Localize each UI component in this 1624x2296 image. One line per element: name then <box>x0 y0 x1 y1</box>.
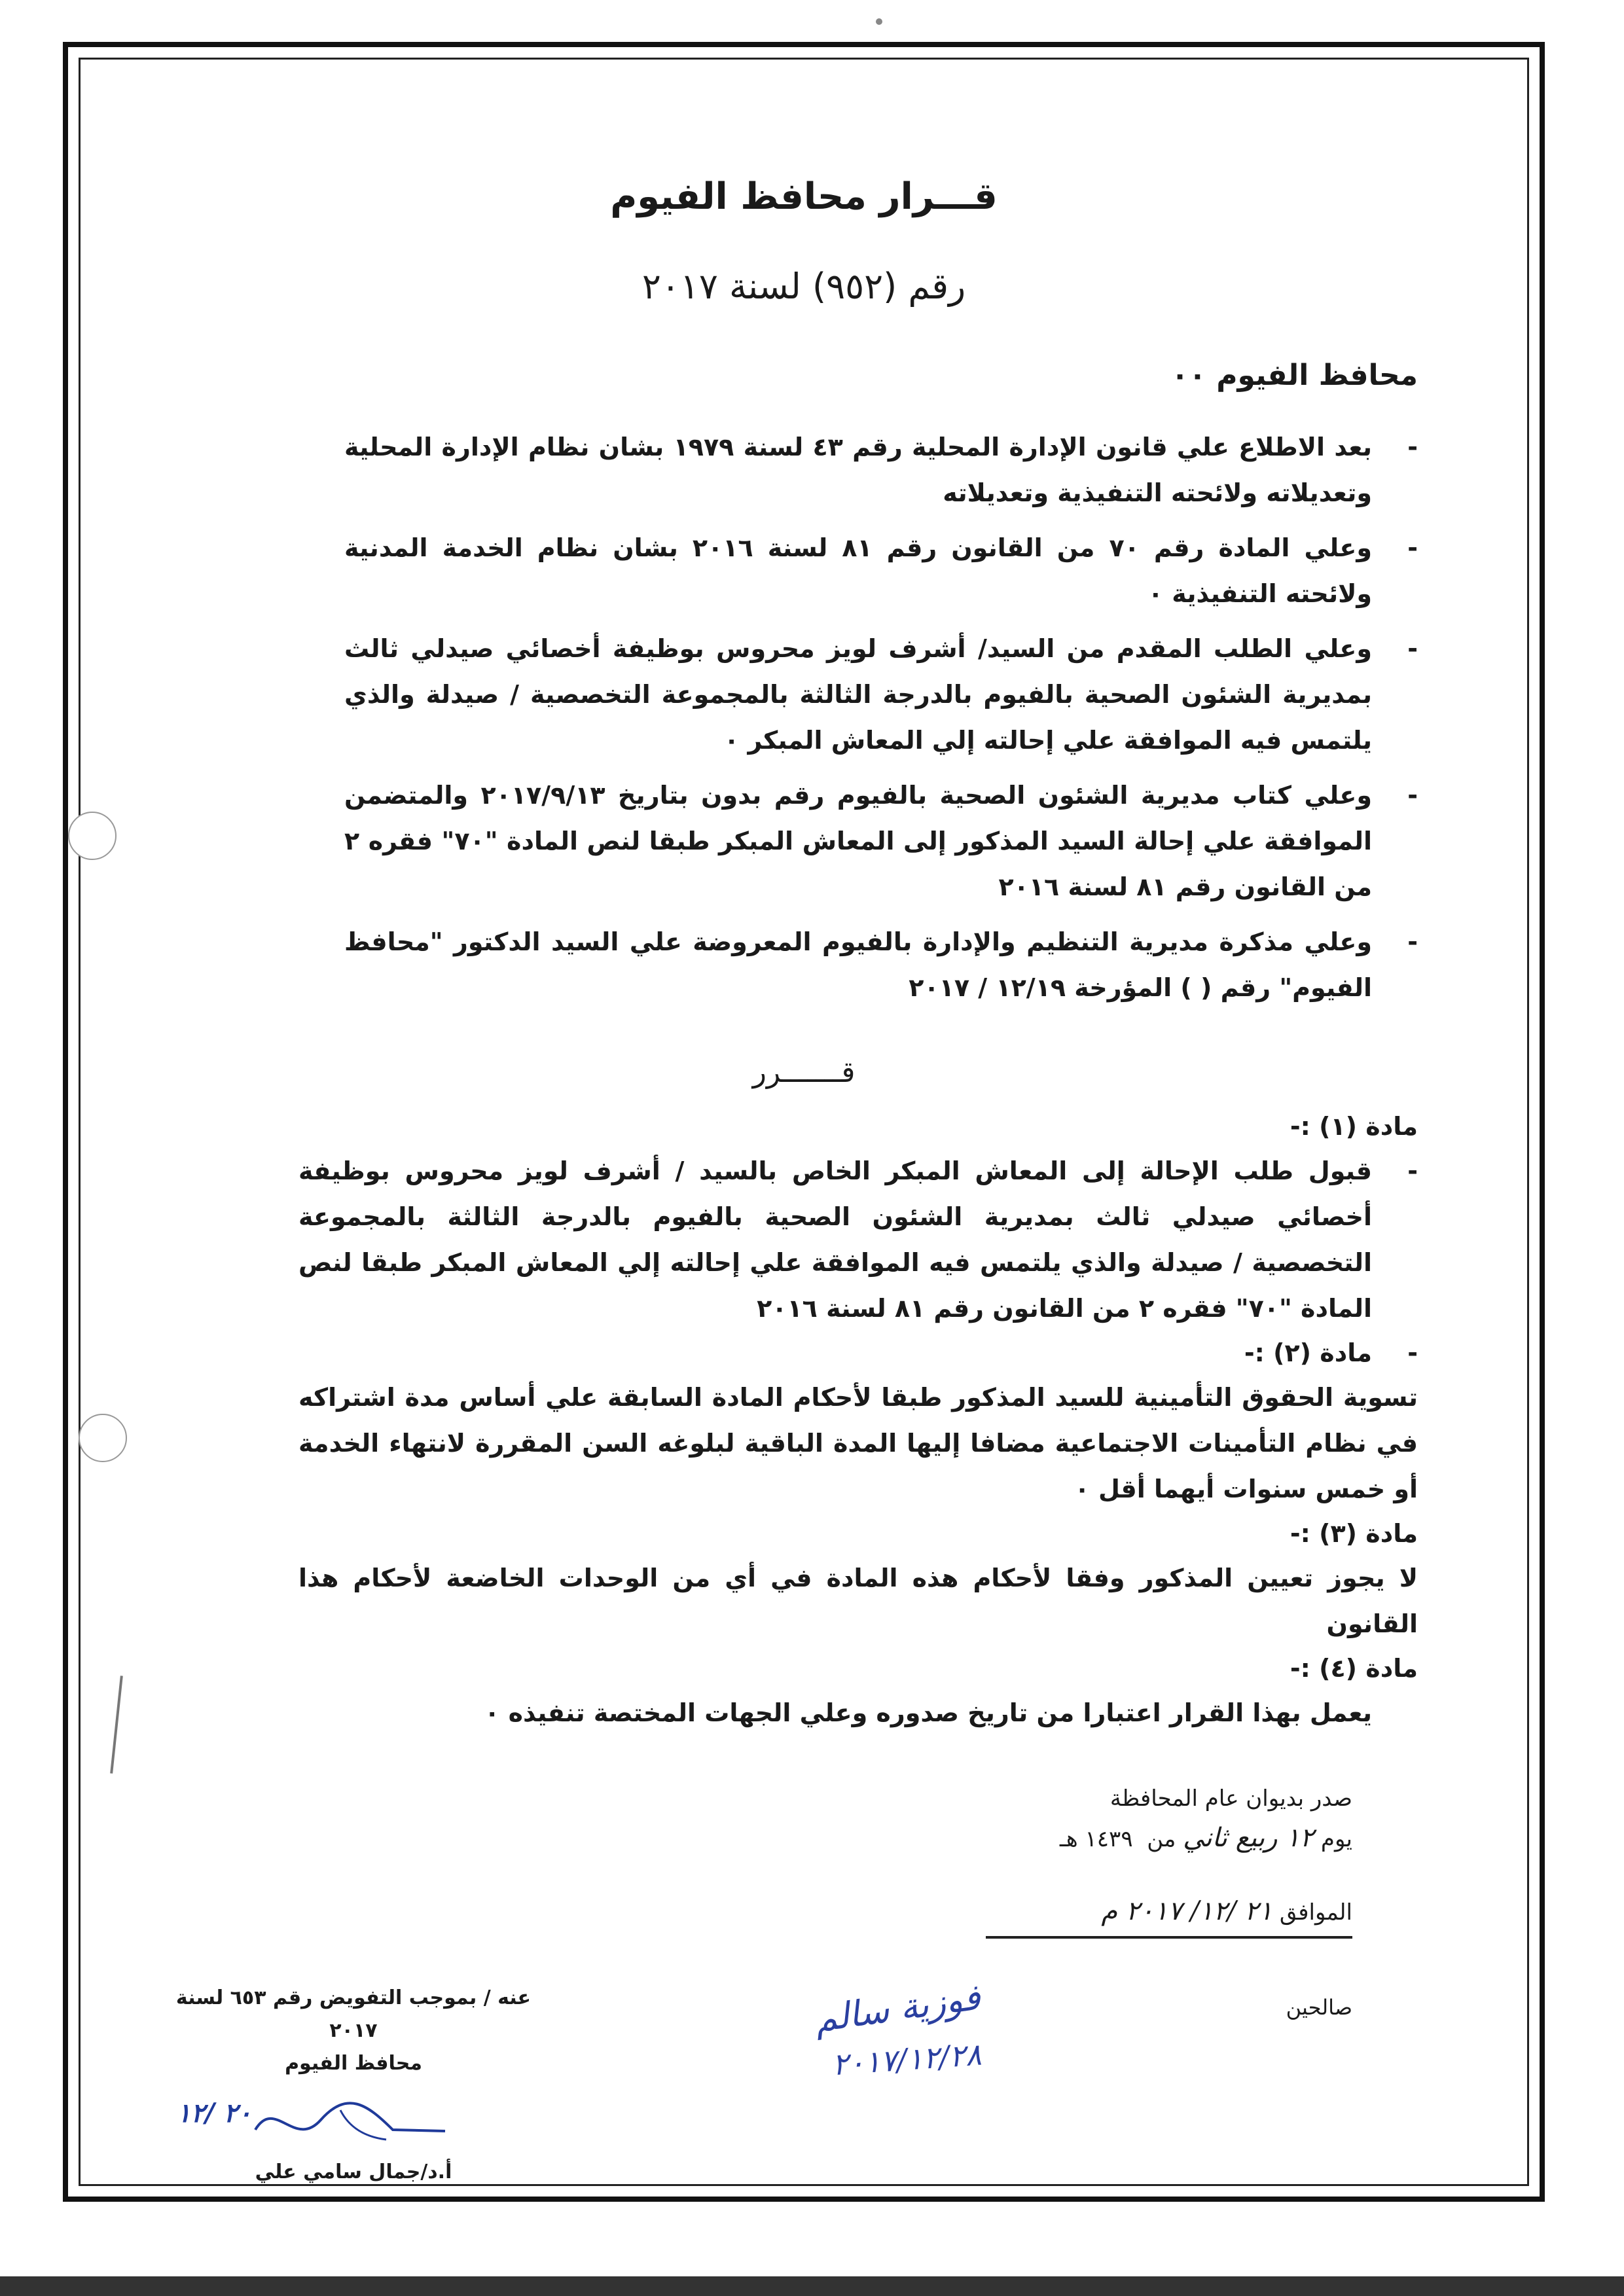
decree-page <box>79 58 1529 2186</box>
governor-heading: محافظ الفيوم ٠٠ <box>1171 359 1418 392</box>
issued-block <box>986 1779 1352 1939</box>
from-label: من <box>1147 1826 1176 1852</box>
reviewer-signature <box>615 1976 983 2085</box>
preamble-item: - وعلي المادة رقم ٧٠ من القانون رقم ٨١ لسنة ٢٠١٦ بشان نظام الخدمة المدنية ولائحته التنفيذية ٠ <box>344 525 1418 617</box>
decree-number: رقم (٩٥٢) لسنة ٢٠١٧ <box>641 266 966 307</box>
scan-dot <box>876 18 882 25</box>
article-heading: - مادة (٢) :- <box>298 1331 1418 1374</box>
signatory-title: محافظ الفيوم <box>285 2052 422 2075</box>
article-heading: مادة (٣) :- <box>1290 1519 1418 1548</box>
signatory-name: أ.د/جمال سامي علي <box>255 2161 452 2183</box>
article-body: لا يجوز تعيين المذكور وفقا لأحكام هذه المادة في أي من الوحدات الخاضعة لأحكام هذا القانون <box>298 1564 1418 1638</box>
article-body: - قبول طلب الإحالة إلى المعاش المبكر الخاص بالسيد / أشرف لويز محروس بوظيفة أخصائي صيدلي ثالث بمديرية الشئون الصحية بالفيوم بالدرجة الثالثة بالمجموعة التخصصية / صيدلة والذي يلتمس فيه الموافقة علي إحالته إلي المعاش المبكر طبقا لنص المادة "٧٠" فقره ٢ من القانون رقم ٨١ لسنة ٢٠١٦ <box>298 1148 1418 1331</box>
handwritten-reviewer-name: فوزية سالم <box>812 1976 983 2041</box>
preamble-item: - وعلي مذكرة مديرية التنظيم والإدارة بالفيوم المعروضة علي السيد الدكتور "محافظ الفيوم" رقم ( ) المؤرخة ١٢/١٩ / ٢٠١٧ <box>344 919 1418 1011</box>
issued-agreed-line <box>986 1892 1352 1939</box>
saleheen-label: صالحين <box>1286 1995 1352 2020</box>
day-label: يوم <box>1320 1826 1352 1852</box>
handwritten-gregorian-date: ٢١ /١٢/ ٢٠١٧ م <box>1101 1896 1273 1926</box>
governor-signature-block <box>170 1982 537 2189</box>
delegation-line: عنه / بموجب التفويض رقم ٦٥٣ لسنة ٢٠١٧ <box>175 1986 532 2042</box>
article-body: يعمل بهذا القرار اعتبارا من تاريخ صدوره وعلي الجهات المختصة تنفيذه ٠ <box>484 1698 1372 1727</box>
signature-mark <box>170 2084 537 2156</box>
signature-icon <box>236 2084 471 2156</box>
article-heading: مادة (١) :- <box>1290 1112 1418 1141</box>
preamble-item: - وعلي كتاب مديرية الشئون الصحية بالفيوم رقم بدون بتاريخ ٢٠١٧/٩/١٣ والمتضمن الموافقة علي إحالة السيد المذكور إلى المعاش المبكر طبقا لنص المادة "٧٠" فقره ٢ من القانون رقم ٨١ لسنة ٢٠١٦ <box>344 772 1418 910</box>
preamble-list <box>344 424 1418 1020</box>
issued-day-line <box>986 1818 1352 1859</box>
article-heading: مادة (٤) :- <box>1290 1654 1418 1683</box>
preamble-item: - بعد الاطلاع علي قانون الإدارة المحلية رقم ٤٣ لسنة ١٩٧٩ بشان نظام الإدارة المحلية وتعديلاته ولائحته التنفيذية وتعديلاته <box>344 424 1418 516</box>
decree-title: قـــرار محافظ الفيوم <box>610 175 998 218</box>
handwritten-day: ١٢ ربيع ثاني <box>1183 1823 1314 1853</box>
preamble-item: - وعلي الطلب المقدم من السيد/ أشرف لويز محروس بوظيفة أخصائي صيدلي ثالث بمديرية الشئون الصحية بالفيوم بالدرجة الثالثة بالمجموعة التخصصية / صيدلة والذي يلتمس فيه الموافقة علي إحالته إلي المعاش المبكر ٠ <box>344 626 1418 763</box>
issued-line: صدر بديوان عام المحافظة <box>1110 1785 1352 1812</box>
handwritten-reviewer-date: ٢٠١٧/١٢/٢٨ <box>831 2036 983 2083</box>
scan-edge <box>0 2276 1624 2296</box>
decided-heading: قـــــــرر <box>752 1056 856 1089</box>
article-body: تسوية الحقوق التأمينية للسيد المذكور طبقا لأحكام المادة السابقة علي أساس مدة اشتراكه في نظام التأمينات الاجتماعية مضافا إليها المدة الباقية لبلوغه السن المقررة لانتهاء الخدمة أو خمس سنوات أيهما أقل ٠ <box>298 1383 1418 1503</box>
hijri-year: ١٤٣٩ هـ <box>1059 1826 1133 1852</box>
handwritten-sign-date: ٢٠ /١٢ <box>177 2098 252 2128</box>
agreed-label: الموافق <box>1279 1899 1352 1926</box>
articles-section <box>298 1105 1418 1736</box>
